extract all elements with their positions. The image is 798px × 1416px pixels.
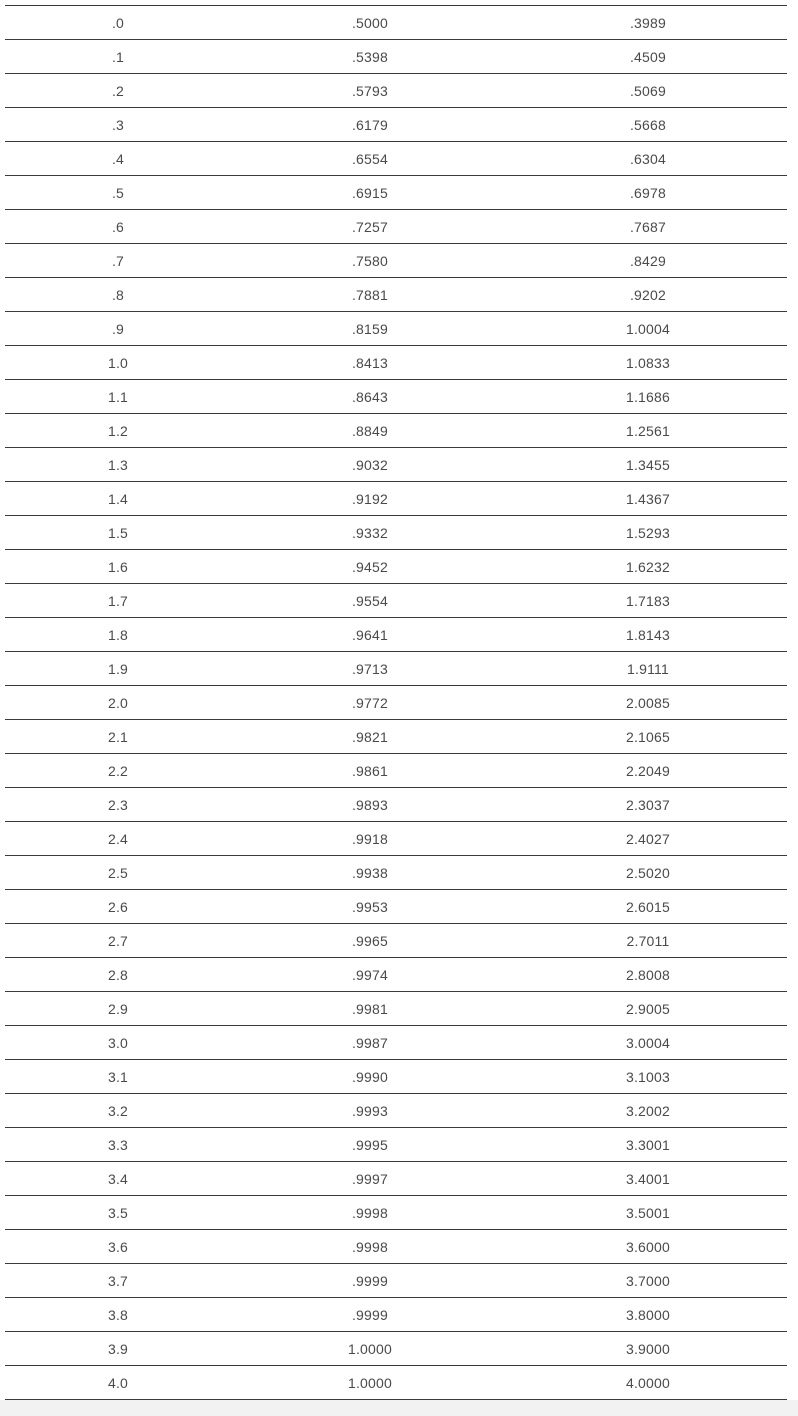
cell-phi: .9998 — [231, 1230, 509, 1264]
cell-z: 3.2 — [5, 1094, 231, 1128]
cell-ml: .5069 — [509, 74, 787, 108]
cell-z: 2.7 — [5, 924, 231, 958]
cell-ml: 4.0000 — [509, 1366, 787, 1400]
table-row — [5, 312, 787, 346]
cell-phi: .9993 — [231, 1094, 509, 1128]
cell-z: 1.5 — [5, 516, 231, 550]
cell-ml: 1.1686 — [509, 380, 787, 414]
cell-phi: .9999 — [231, 1298, 509, 1332]
table-row — [5, 1196, 787, 1230]
cell-z: 3.0 — [5, 1026, 231, 1060]
cell-z: 3.3 — [5, 1128, 231, 1162]
table-row — [5, 992, 787, 1026]
cell-ml: 3.5001 — [509, 1196, 787, 1230]
table-row — [5, 1264, 787, 1298]
cell-ml: 2.7011 — [509, 924, 787, 958]
table-row — [5, 958, 787, 992]
table-row — [5, 1026, 787, 1060]
cell-z: 3.7 — [5, 1264, 231, 1298]
cell-z: .8 — [5, 278, 231, 312]
cell-z: 3.6 — [5, 1230, 231, 1264]
table-row — [5, 1060, 787, 1094]
cell-phi: .8159 — [231, 312, 509, 346]
cell-z: 1.4 — [5, 482, 231, 516]
cell-phi: .9192 — [231, 482, 509, 516]
table-row — [5, 346, 787, 380]
table-row — [5, 1298, 787, 1332]
cell-z: 1.3 — [5, 448, 231, 482]
cell-ml: 2.1065 — [509, 720, 787, 754]
cell-z: 4.0 — [5, 1366, 231, 1400]
cell-ml: 3.7000 — [509, 1264, 787, 1298]
cell-phi: .8849 — [231, 414, 509, 448]
cell-ml: 3.4001 — [509, 1162, 787, 1196]
table-row — [5, 720, 787, 754]
table-row — [5, 822, 787, 856]
cell-ml: 2.0085 — [509, 686, 787, 720]
table-row — [5, 176, 787, 210]
cell-phi: .9998 — [231, 1196, 509, 1230]
cell-z: .0 — [5, 6, 231, 40]
cell-phi: .6915 — [231, 176, 509, 210]
cell-phi: .8643 — [231, 380, 509, 414]
cell-z: 2.3 — [5, 788, 231, 822]
cell-z: .7 — [5, 244, 231, 278]
cell-z: 2.2 — [5, 754, 231, 788]
cell-phi: .9332 — [231, 516, 509, 550]
cell-phi: .9554 — [231, 584, 509, 618]
cell-ml: .6304 — [509, 142, 787, 176]
table-row — [5, 1128, 787, 1162]
cell-phi: .9995 — [231, 1128, 509, 1162]
cell-z: .4 — [5, 142, 231, 176]
cell-ml: .7687 — [509, 210, 787, 244]
cell-ml: 2.3037 — [509, 788, 787, 822]
cell-ml: 3.9000 — [509, 1332, 787, 1366]
cell-ml: 2.6015 — [509, 890, 787, 924]
cell-ml: 1.8143 — [509, 618, 787, 652]
cell-ml: .4509 — [509, 40, 787, 74]
cell-ml: 3.0004 — [509, 1026, 787, 1060]
cell-phi: .7580 — [231, 244, 509, 278]
cell-z: 2.4 — [5, 822, 231, 856]
cell-ml: 1.5293 — [509, 516, 787, 550]
table-row — [5, 1094, 787, 1128]
cell-z: .5 — [5, 176, 231, 210]
table-row — [5, 686, 787, 720]
table-row — [5, 448, 787, 482]
cell-phi: .9953 — [231, 890, 509, 924]
cell-ml: 1.2561 — [509, 414, 787, 448]
table-body — [5, 6, 787, 1400]
table-row — [5, 890, 787, 924]
table-row — [5, 754, 787, 788]
cell-phi: .9452 — [231, 550, 509, 584]
cell-ml: 2.8008 — [509, 958, 787, 992]
table-row — [5, 210, 787, 244]
cell-ml: 1.6232 — [509, 550, 787, 584]
cell-phi: 1.0000 — [231, 1332, 509, 1366]
cell-z: 2.9 — [5, 992, 231, 1026]
cell-phi: .9918 — [231, 822, 509, 856]
cell-z: 3.5 — [5, 1196, 231, 1230]
cell-phi: .9990 — [231, 1060, 509, 1094]
cell-z: .6 — [5, 210, 231, 244]
cell-z: 3.8 — [5, 1298, 231, 1332]
table-row — [5, 6, 787, 40]
footer-band — [0, 1400, 798, 1416]
cell-ml: 1.3455 — [509, 448, 787, 482]
table-row — [5, 142, 787, 176]
cell-ml: 1.0833 — [509, 346, 787, 380]
cell-ml: .3989 — [509, 6, 787, 40]
cell-phi: .9893 — [231, 788, 509, 822]
cell-phi: .9032 — [231, 448, 509, 482]
cell-phi: .9938 — [231, 856, 509, 890]
table-row — [5, 550, 787, 584]
cell-ml: 1.9111 — [509, 652, 787, 686]
cell-z: .1 — [5, 40, 231, 74]
cell-phi: .9981 — [231, 992, 509, 1026]
table-row — [5, 482, 787, 516]
cell-phi: .5000 — [231, 6, 509, 40]
cell-ml: 1.0004 — [509, 312, 787, 346]
cell-phi: .9965 — [231, 924, 509, 958]
cell-ml: 2.5020 — [509, 856, 787, 890]
cell-phi: .7257 — [231, 210, 509, 244]
cell-phi: .9641 — [231, 618, 509, 652]
cell-ml: .6978 — [509, 176, 787, 210]
cell-phi: .5398 — [231, 40, 509, 74]
cell-ml: 1.7183 — [509, 584, 787, 618]
table-row — [5, 618, 787, 652]
cell-z: 2.1 — [5, 720, 231, 754]
cell-z: 2.0 — [5, 686, 231, 720]
cell-z: .2 — [5, 74, 231, 108]
cell-phi: .9821 — [231, 720, 509, 754]
table-row — [5, 1366, 787, 1400]
cell-phi: .9713 — [231, 652, 509, 686]
cell-z: 1.2 — [5, 414, 231, 448]
cell-ml: 3.1003 — [509, 1060, 787, 1094]
cell-phi: .5793 — [231, 74, 509, 108]
cell-phi: .8413 — [231, 346, 509, 380]
table-row — [5, 1332, 787, 1366]
cell-ml: .8429 — [509, 244, 787, 278]
cell-phi: .9997 — [231, 1162, 509, 1196]
table-row — [5, 40, 787, 74]
table-row — [5, 244, 787, 278]
cell-phi: .7881 — [231, 278, 509, 312]
table-row — [5, 108, 787, 142]
cell-phi: .9861 — [231, 754, 509, 788]
cell-ml: 3.2002 — [509, 1094, 787, 1128]
table-row — [5, 1230, 787, 1264]
cell-z: 3.9 — [5, 1332, 231, 1366]
table-row — [5, 1162, 787, 1196]
cell-ml: 3.3001 — [509, 1128, 787, 1162]
values-table — [5, 5, 787, 1400]
table-row — [5, 278, 787, 312]
cell-z: 2.8 — [5, 958, 231, 992]
cell-ml: 2.2049 — [509, 754, 787, 788]
table-row — [5, 788, 787, 822]
cell-ml: .9202 — [509, 278, 787, 312]
cell-phi: .9772 — [231, 686, 509, 720]
table-row — [5, 652, 787, 686]
cell-z: 3.4 — [5, 1162, 231, 1196]
cell-phi: .9987 — [231, 1026, 509, 1060]
cell-ml: .5668 — [509, 108, 787, 142]
cell-z: .3 — [5, 108, 231, 142]
table-row — [5, 380, 787, 414]
cell-z: 1.6 — [5, 550, 231, 584]
table-row — [5, 584, 787, 618]
cell-ml: 2.9005 — [509, 992, 787, 1026]
cell-phi: .6179 — [231, 108, 509, 142]
table-row — [5, 856, 787, 890]
cell-z: 1.7 — [5, 584, 231, 618]
cell-phi: 1.0000 — [231, 1366, 509, 1400]
cell-z: .9 — [5, 312, 231, 346]
table-row — [5, 924, 787, 958]
cell-ml: 2.4027 — [509, 822, 787, 856]
cell-z: 2.6 — [5, 890, 231, 924]
cell-ml: 3.8000 — [509, 1298, 787, 1332]
cell-phi: .9999 — [231, 1264, 509, 1298]
cell-ml: 1.4367 — [509, 482, 787, 516]
cell-z: 1.0 — [5, 346, 231, 380]
cell-ml: 3.6000 — [509, 1230, 787, 1264]
cell-phi: .6554 — [231, 142, 509, 176]
cell-z: 1.8 — [5, 618, 231, 652]
cell-z: 3.1 — [5, 1060, 231, 1094]
table-row — [5, 516, 787, 550]
cell-phi: .9974 — [231, 958, 509, 992]
cell-z: 2.5 — [5, 856, 231, 890]
cell-z: 1.9 — [5, 652, 231, 686]
table-row — [5, 74, 787, 108]
table-row — [5, 414, 787, 448]
cell-z: 1.1 — [5, 380, 231, 414]
